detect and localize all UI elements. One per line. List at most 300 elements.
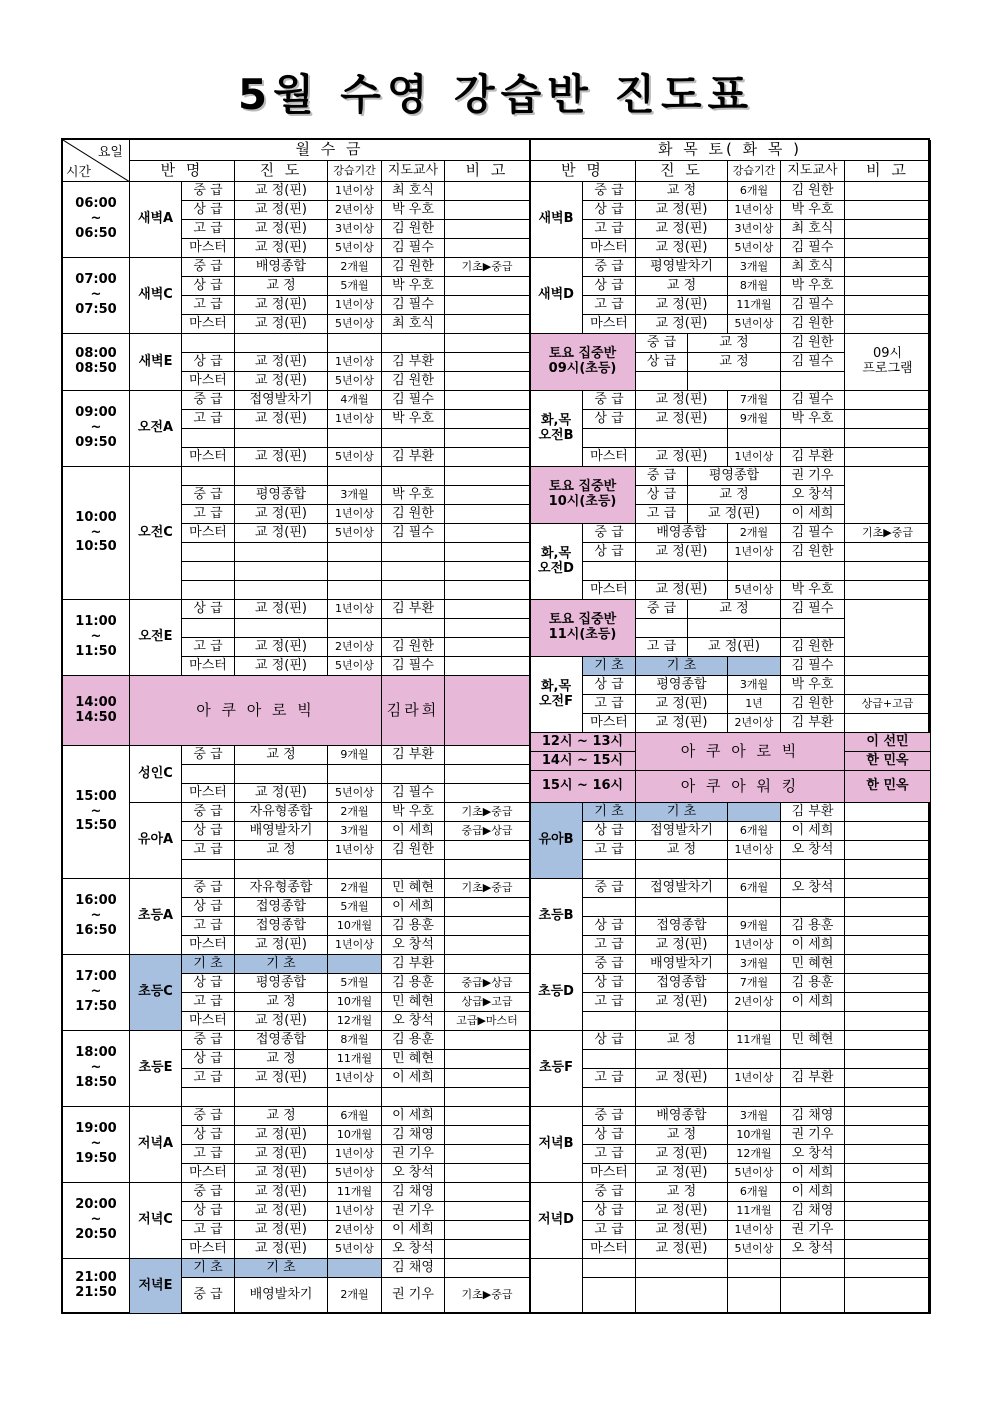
table-cell: 마스터 <box>182 1164 235 1183</box>
table-cell <box>445 353 530 372</box>
table-cell <box>445 765 530 784</box>
table-cell: 박 우호 <box>382 277 445 296</box>
table-cell <box>728 429 781 448</box>
table-cell <box>328 334 382 353</box>
table-cell: 교 정(핀) <box>636 391 728 410</box>
table-cell <box>845 1050 931 1069</box>
table-cell: 자유형종합 <box>235 803 328 822</box>
table-cell: 김 채영 <box>382 1259 445 1278</box>
table-cell: 상 급 <box>182 277 235 296</box>
table-cell: 마스터 <box>583 1240 636 1259</box>
table-cell: 김 필수 <box>781 600 845 619</box>
table-cell: 민 혜현 <box>382 1050 445 1069</box>
time-cell: 07:00 ~ 07:50 <box>63 258 130 334</box>
table-cell <box>728 803 781 822</box>
table-cell: 교 정(핀) <box>636 315 728 334</box>
table-cell: 상 급 <box>182 1126 235 1145</box>
table-cell: 김 부환 <box>382 448 445 467</box>
table-cell <box>845 543 931 562</box>
table-cell: 교 정(핀) <box>235 505 328 524</box>
table-cell: 1년 <box>728 695 781 714</box>
table-cell <box>728 562 781 581</box>
table-cell: 마스터 <box>182 448 235 467</box>
table-cell <box>845 410 931 429</box>
table-cell <box>328 429 382 448</box>
table-cell: 오 창석 <box>781 486 845 505</box>
table-cell: 5년이상 <box>328 239 382 258</box>
table-cell: 이 세희 <box>382 1069 445 1088</box>
table-cell: 마스터 <box>182 372 235 391</box>
table-cell: 중 급 <box>636 334 688 353</box>
table-cell: 배영종합 <box>636 524 728 543</box>
table-cell <box>845 860 931 879</box>
day-header-left: 월 수 금 <box>130 140 530 161</box>
class-name: 유아B <box>530 803 583 879</box>
table-cell: 중 급 <box>583 258 636 277</box>
table-cell <box>728 860 781 879</box>
table-cell <box>445 429 530 448</box>
table-cell <box>382 765 445 784</box>
table-cell: 기초▶중급 <box>845 524 931 543</box>
table-cell <box>781 429 845 448</box>
table-cell <box>583 898 636 917</box>
table-cell <box>845 562 931 581</box>
table-cell: 교 정(핀) <box>636 1164 728 1183</box>
table-cell <box>781 898 845 917</box>
class-name: 저녁E <box>130 1259 182 1314</box>
table-cell: 접영발차기 <box>636 879 728 898</box>
table-cell <box>445 1259 530 1278</box>
table-cell: 상 급 <box>583 1202 636 1221</box>
table-cell: 박 우호 <box>382 410 445 429</box>
table-cell: 김 원한 <box>382 638 445 657</box>
table-cell: 교 정(핀) <box>636 936 728 955</box>
col-header-class: 반 명 <box>130 161 235 182</box>
time-cell: 18:00 ~ 18:50 <box>63 1031 130 1107</box>
table-cell <box>235 429 328 448</box>
table-cell: 김 원한 <box>382 841 445 860</box>
table-cell <box>445 1069 530 1088</box>
time-cell: 19:00 ~ 19:50 <box>63 1107 130 1183</box>
table-cell <box>636 1012 728 1031</box>
table-cell: 김 필수 <box>382 239 445 258</box>
table-cell: 민 혜현 <box>382 879 445 898</box>
table-cell <box>445 955 530 974</box>
table-cell: 12개월 <box>328 1012 382 1031</box>
table-cell: 중 급 <box>182 803 235 822</box>
table-cell: 상 급 <box>182 600 235 619</box>
aqua-time: 12시 ~ 13시 <box>530 733 636 752</box>
table-cell <box>328 467 382 486</box>
table-cell: 고 급 <box>636 638 688 657</box>
table-cell: 교 정(핀) <box>636 1145 728 1164</box>
table-cell: 5년이상 <box>328 1164 382 1183</box>
table-cell: 중 급 <box>182 1278 235 1314</box>
table-cell: 민 혜현 <box>781 955 845 974</box>
table-cell: 김 원한 <box>382 372 445 391</box>
table-cell: 교 정 <box>636 1031 728 1050</box>
table-cell: 1년이상 <box>328 353 382 372</box>
table-cell: 2개월 <box>328 879 382 898</box>
table-cell: 기 초 <box>182 1259 235 1278</box>
table-cell: 2년이상 <box>328 1221 382 1240</box>
table-cell <box>445 562 530 581</box>
table-cell: 최 호식 <box>781 258 845 277</box>
table-cell: 고 급 <box>583 993 636 1012</box>
table-cell: 김 채영 <box>382 1126 445 1145</box>
table-cell: 마스터 <box>583 239 636 258</box>
table-cell <box>845 315 931 334</box>
table-cell <box>845 879 931 898</box>
table-cell: 최 호식 <box>382 182 445 201</box>
table-cell: 마스터 <box>182 1012 235 1031</box>
page-title: 5월 수영 강습반 진도표 <box>237 70 755 119</box>
table-cell: 교 정 <box>235 1107 328 1126</box>
table-cell <box>728 657 781 676</box>
class-name: 오전E <box>130 600 182 676</box>
col-header-teacher-r: 지도교사 <box>781 161 845 182</box>
table-cell: 김 필수 <box>382 784 445 803</box>
table-cell: 중급▶상급 <box>445 974 530 993</box>
table-cell: 상 급 <box>182 822 235 841</box>
table-cell: 6개월 <box>728 182 781 201</box>
table-cell <box>328 562 382 581</box>
table-cell: 고 급 <box>182 1145 235 1164</box>
table-cell <box>445 182 530 201</box>
table-cell: 마스터 <box>583 1164 636 1183</box>
table-cell <box>445 486 530 505</box>
table-cell <box>781 1012 845 1031</box>
table-cell: 기 초 <box>583 657 636 676</box>
table-cell: 교 정(핀) <box>636 543 728 562</box>
table-cell <box>636 619 688 638</box>
table-cell: 8개월 <box>728 277 781 296</box>
table-cell: 교 정(핀) <box>636 581 728 600</box>
table-cell: 1년이상 <box>328 1069 382 1088</box>
table-cell <box>636 1278 728 1314</box>
table-cell: 2년이상 <box>328 638 382 657</box>
table-cell: 교 정(핀) <box>235 1126 328 1145</box>
table-cell <box>182 429 235 448</box>
table-cell: 10개월 <box>728 1126 781 1145</box>
table-cell <box>235 860 328 879</box>
table-cell <box>636 372 688 391</box>
table-cell: 상 급 <box>636 486 688 505</box>
table-cell: 고 급 <box>182 1069 235 1088</box>
table-cell <box>235 765 328 784</box>
table-cell: 권 기우 <box>781 1126 845 1145</box>
table-cell <box>382 562 445 581</box>
table-cell <box>530 1259 583 1314</box>
table-cell: 민 혜현 <box>382 993 445 1012</box>
table-cell: 중 급 <box>182 486 235 505</box>
table-cell: 최 호식 <box>382 315 445 334</box>
table-cell <box>445 334 530 353</box>
table-cell: 상 급 <box>182 974 235 993</box>
table-cell: 1년이상 <box>328 600 382 619</box>
table-cell <box>328 955 382 974</box>
table-cell: 중급▶상급 <box>445 822 530 841</box>
table-cell: 상급▶고급 <box>445 993 530 1012</box>
table-cell: 박 우호 <box>781 277 845 296</box>
table-cell: 권 기우 <box>781 467 845 486</box>
table-cell: 5년이상 <box>328 448 382 467</box>
table-cell: 고 급 <box>636 505 688 524</box>
class-name: 오전A <box>130 391 182 467</box>
table-cell <box>445 917 530 936</box>
table-cell: 김 필수 <box>781 391 845 410</box>
table-cell <box>845 391 931 410</box>
table-cell: 7개월 <box>728 974 781 993</box>
table-cell: 교 정(핀) <box>235 1202 328 1221</box>
table-cell: 6개월 <box>728 1183 781 1202</box>
table-cell <box>845 600 931 657</box>
aqua-teacher: 한 민옥 <box>845 771 931 803</box>
table-cell <box>845 429 931 448</box>
col-header-class-r: 반 명 <box>530 161 636 182</box>
class-name: 새벽D <box>530 258 583 334</box>
table-cell: 2개월 <box>328 803 382 822</box>
table-cell <box>382 543 445 562</box>
table-cell: 마스터 <box>182 657 235 676</box>
table-cell <box>182 581 235 600</box>
table-cell <box>728 898 781 917</box>
table-cell: 김 필수 <box>781 657 845 676</box>
table-cell <box>445 467 530 486</box>
table-cell <box>445 1164 530 1183</box>
table-cell: 배영발차기 <box>235 822 328 841</box>
class-name: 저녁A <box>130 1107 182 1183</box>
table-cell: 중 급 <box>583 391 636 410</box>
table-cell: 3개월 <box>728 1107 781 1126</box>
table-cell <box>445 1050 530 1069</box>
table-cell <box>328 765 382 784</box>
table-cell <box>781 619 845 638</box>
table-cell: 고 급 <box>583 695 636 714</box>
table-cell: 김 원한 <box>781 334 845 353</box>
table-cell: 교 정(핀) <box>636 220 728 239</box>
table-cell <box>235 619 328 638</box>
table-cell: 상 급 <box>583 1126 636 1145</box>
table-cell: 교 정(핀) <box>235 1145 328 1164</box>
table-cell <box>182 562 235 581</box>
table-cell: 1년이상 <box>728 936 781 955</box>
time-cell: 14:00 14:50 <box>63 676 130 746</box>
table-cell: 11개월 <box>728 1202 781 1221</box>
table-cell <box>328 860 382 879</box>
table-cell: 1년이상 <box>328 505 382 524</box>
table-cell <box>235 543 328 562</box>
table-cell: 11개월 <box>328 1183 382 1202</box>
table-cell <box>445 657 530 676</box>
table-cell <box>583 1012 636 1031</box>
table-cell <box>445 1221 530 1240</box>
table-cell <box>845 1145 931 1164</box>
table-cell: 5년이상 <box>328 315 382 334</box>
table-cell: 김 원한 <box>781 695 845 714</box>
table-cell <box>182 334 235 353</box>
table-cell <box>445 841 530 860</box>
table-cell: 기 초 <box>583 803 636 822</box>
time-cell: 21:00 21:50 <box>63 1259 130 1314</box>
table-cell <box>445 860 530 879</box>
table-cell: 오 창석 <box>781 1240 845 1259</box>
table-cell: 교 정(핀) <box>235 1221 328 1240</box>
table-cell: 민 혜현 <box>781 1031 845 1050</box>
time-cell: 09:00 ~ 09:50 <box>63 391 130 467</box>
table-cell: 교 정 <box>688 600 781 619</box>
table-cell: 교 정(핀) <box>235 353 328 372</box>
class-name: 초등B <box>530 879 583 955</box>
table-cell <box>583 562 636 581</box>
table-cell: 상 급 <box>636 353 688 372</box>
table-cell <box>845 1031 931 1050</box>
table-cell: 김 채영 <box>781 1202 845 1221</box>
class-name: 저녁D <box>530 1183 583 1259</box>
table-cell <box>845 467 931 524</box>
class-name: 저녁B <box>530 1107 583 1183</box>
table-cell: 마스터 <box>182 784 235 803</box>
table-cell: 1년이상 <box>728 201 781 220</box>
table-cell <box>583 860 636 879</box>
table-cell: 11개월 <box>728 296 781 315</box>
table-cell: 교 정 <box>636 1126 728 1145</box>
table-cell: 교 정(핀) <box>636 993 728 1012</box>
table-cell: 고 급 <box>182 410 235 429</box>
table-cell <box>636 1088 728 1107</box>
aqua-walk-class: 아 쿠 아 워 킹 <box>636 771 845 803</box>
table-cell: 오 창석 <box>382 1240 445 1259</box>
table-cell: 중 급 <box>182 182 235 201</box>
time-cell: 10:00 ~ 10:50 <box>63 467 130 600</box>
corner-time-label: 시간 <box>66 165 92 180</box>
table-cell: 3년이상 <box>728 220 781 239</box>
table-cell: 마스터 <box>182 239 235 258</box>
table-cell: 5년이상 <box>728 581 781 600</box>
time-cell: 17:00 ~ 17:50 <box>63 955 130 1031</box>
table-cell <box>845 220 931 239</box>
table-cell: 평영종합 <box>235 486 328 505</box>
table-cell: 3개월 <box>728 955 781 974</box>
table-cell: 기초▶중급 <box>445 1278 530 1314</box>
table-cell: 9개월 <box>728 410 781 429</box>
table-cell <box>445 600 530 619</box>
table-cell: 중 급 <box>182 391 235 410</box>
table-cell: 교 정(핀) <box>636 239 728 258</box>
table-cell: 고 급 <box>583 1145 636 1164</box>
table-cell: 교 정 <box>636 277 728 296</box>
table-cell <box>845 296 931 315</box>
table-cell: 5년이상 <box>328 784 382 803</box>
table-cell: 고 급 <box>182 1221 235 1240</box>
table-cell <box>182 619 235 638</box>
table-cell: 상 급 <box>583 917 636 936</box>
table-cell: 교 정(핀) <box>636 1069 728 1088</box>
table-cell <box>845 1164 931 1183</box>
col-header-period-r: 강습기간 <box>728 161 781 182</box>
table-cell <box>445 1088 530 1107</box>
table-cell: 고 급 <box>182 841 235 860</box>
table-cell <box>445 1126 530 1145</box>
table-cell <box>445 676 530 746</box>
table-cell: 10개월 <box>328 1126 382 1145</box>
table-cell: 배영종합 <box>235 258 328 277</box>
table-cell: 2년이상 <box>328 201 382 220</box>
table-cell: 김 원한 <box>382 220 445 239</box>
table-cell <box>583 429 636 448</box>
table-cell: 오 창석 <box>781 1145 845 1164</box>
class-name: 새벽A <box>130 182 182 258</box>
table-cell: 평영종합 <box>688 467 781 486</box>
table-cell: 상 급 <box>583 974 636 993</box>
table-cell: 교 정(핀) <box>235 239 328 258</box>
table-cell: 상 급 <box>583 676 636 695</box>
class-name: 화,목 오전F <box>530 657 583 733</box>
table-cell: 김 필수 <box>781 296 845 315</box>
table-cell: 김 부환 <box>781 448 845 467</box>
table-cell: 고 급 <box>583 296 636 315</box>
table-cell <box>845 1221 931 1240</box>
table-cell <box>845 1088 931 1107</box>
table-cell: 5년이상 <box>728 239 781 258</box>
table-cell: 기 초 <box>182 955 235 974</box>
table-cell <box>235 1088 328 1107</box>
table-cell <box>583 1278 636 1314</box>
schedule-table <box>61 138 930 1314</box>
table-cell: 1년이상 <box>328 182 382 201</box>
table-cell: 김 용훈 <box>382 974 445 993</box>
time-cell: 08:00 08:50 <box>63 334 130 391</box>
table-cell <box>728 1278 781 1314</box>
table-cell: 마스터 <box>583 581 636 600</box>
table-cell: 김 필수 <box>781 239 845 258</box>
table-cell: 중 급 <box>583 1107 636 1126</box>
table-cell: 박 우호 <box>382 486 445 505</box>
table-cell: 1년이상 <box>328 1202 382 1221</box>
table-cell: 상 급 <box>182 201 235 220</box>
table-cell: 교 정 <box>235 277 328 296</box>
table-cell: 평영종합 <box>235 974 328 993</box>
table-cell: 중 급 <box>182 746 235 765</box>
table-cell <box>445 410 530 429</box>
table-cell: 김 원한 <box>781 638 845 657</box>
table-cell: 배영발차기 <box>235 1278 328 1314</box>
table-cell <box>382 1088 445 1107</box>
table-cell: 2년이상 <box>728 714 781 733</box>
table-cell: 2년이상 <box>728 993 781 1012</box>
table-cell: 1년이상 <box>328 296 382 315</box>
table-cell <box>845 898 931 917</box>
table-cell: 2개월 <box>328 1278 382 1314</box>
table-cell: 상 급 <box>182 1050 235 1069</box>
table-cell <box>445 1202 530 1221</box>
table-cell: 5년이상 <box>328 524 382 543</box>
table-cell: 고 급 <box>182 296 235 315</box>
table-cell <box>845 182 931 201</box>
table-cell: 상 급 <box>583 1031 636 1050</box>
table-cell: 이 세희 <box>382 1221 445 1240</box>
table-cell: 5년이상 <box>728 1240 781 1259</box>
aqua-class-right: 아 쿠 아 로 빅 <box>636 733 845 771</box>
class-name: 오전C <box>130 467 182 600</box>
table-cell: 김 용훈 <box>382 917 445 936</box>
table-cell <box>445 898 530 917</box>
class-name: 초등E <box>130 1031 182 1107</box>
table-cell: 1년이상 <box>328 936 382 955</box>
table-cell: 기 초 <box>636 657 728 676</box>
table-cell: 고 급 <box>583 936 636 955</box>
table-cell: 이 세희 <box>781 936 845 955</box>
